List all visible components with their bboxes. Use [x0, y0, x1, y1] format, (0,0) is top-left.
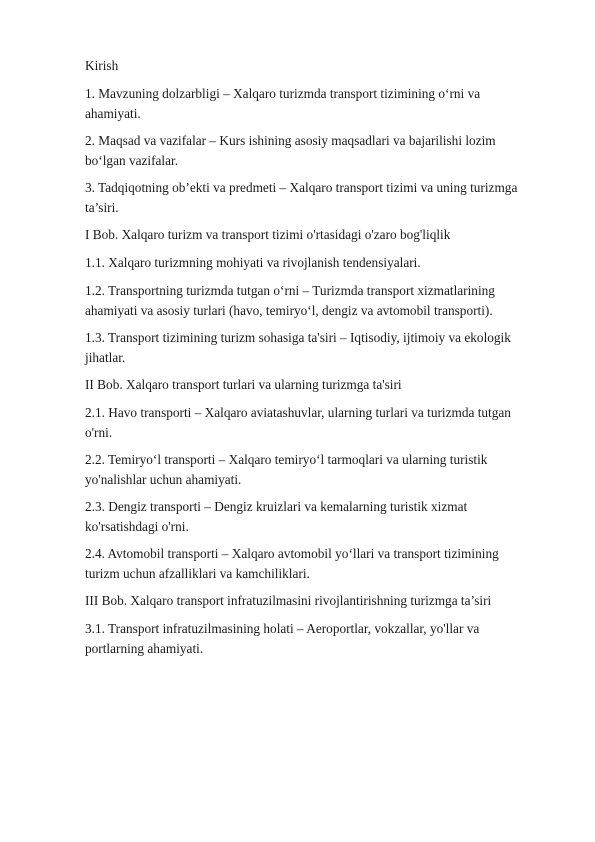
text-line: Kirish [85, 58, 119, 73]
heading-kirish [85, 56, 555, 76]
text-line: o'rni. [85, 425, 113, 440]
text-line: 1.3. Transport tizimining turizm sohasiga ta'siri – Iqtisodiy, ijtimoiy va ekologik [85, 330, 511, 345]
outline-item-2-1 [85, 403, 555, 443]
text-line: ahamiyati. [85, 106, 141, 121]
outline-item-2-3 [85, 497, 555, 537]
outline-item-3 [85, 178, 555, 218]
text-line: 1.1. Xalqaro turizmning mohiyati va rivojlanish tendensiyalari. [85, 255, 421, 270]
text-line: jihatlar. [85, 350, 126, 365]
outline-item-2-2 [85, 450, 555, 490]
outline-text [85, 56, 555, 666]
chapter-heading-1 [85, 225, 555, 245]
text-line: 2.3. Dengiz transporti – Dengiz kruizlari va kemalarning turistik xizmat [85, 499, 468, 514]
outline-item-1-3 [85, 328, 555, 368]
text-line: yo'nalishlar uchun ahamiyati. [85, 472, 242, 487]
text-line: 3.1. Transport infratuzilmasining holati – Aeroportlar, vokzallar, yo'llar va [85, 621, 480, 636]
outline-item-2-4 [85, 544, 555, 584]
text-line: bo‘lgan vazifalar. [85, 153, 179, 168]
outline-item-3-1 [85, 619, 555, 659]
text-line: turizm uchun afzalliklari va kamchiliklari. [85, 566, 310, 581]
outline-item-2 [85, 131, 555, 171]
text-line: 1. Mavzuning dolzarbligi – Xalqaro turizmda transport tizimining o‘rni va [85, 86, 481, 101]
text-line: ahamiyati va asosiy turlari (havo, temiryo‘l, dengiz va avtomobil transporti). [85, 303, 493, 318]
text-line: 1.2. Transportning turizmda tutgan o‘rni – Turizmda transport xizmatlarining [85, 283, 495, 298]
chapter-heading-3 [85, 591, 555, 611]
text-line: ta’siri. [85, 200, 119, 215]
chapter-heading-2 [85, 375, 555, 395]
outline-item-1-1 [85, 253, 555, 273]
text-line: 2. Maqsad va vazifalar – Kurs ishining asosiy maqsadlari va bajarilishi lozim [85, 133, 496, 148]
text-line: ko'rsatishdagi o'rni. [85, 519, 189, 534]
outline-item-1 [85, 84, 555, 124]
text-line: III Bob. Xalqaro transport infratuzilmasini rivojlantirishning turizmga ta’siri [85, 593, 492, 608]
text-line: portlarning ahamiyati. [85, 641, 204, 656]
text-line: 2.2. Temiryo‘l transporti – Xalqaro temiryo‘l tarmoqlari va ularning turistik [85, 452, 488, 467]
outline-item-1-2 [85, 281, 555, 321]
text-line: 3. Tadqiqotning ob’ekti va predmeti – Xalqaro transport tizimi va uning turizmga [85, 180, 518, 195]
text-line: II Bob. Xalqaro transport turlari va ularning turizmga ta'siri [85, 377, 402, 392]
text-line: 2.4. Avtomobil transporti – Xalqaro avtomobil yo‘llari va transport tizimining [85, 546, 499, 561]
text-line: I Bob. Xalqaro turizm va transport tizimi o'rtasidagi o'zaro bog'liqlik [85, 227, 451, 242]
text-line: 2.1. Havo transporti – Xalqaro aviatashuvlar, ularning turlari va turizmda tutgan [85, 405, 511, 420]
